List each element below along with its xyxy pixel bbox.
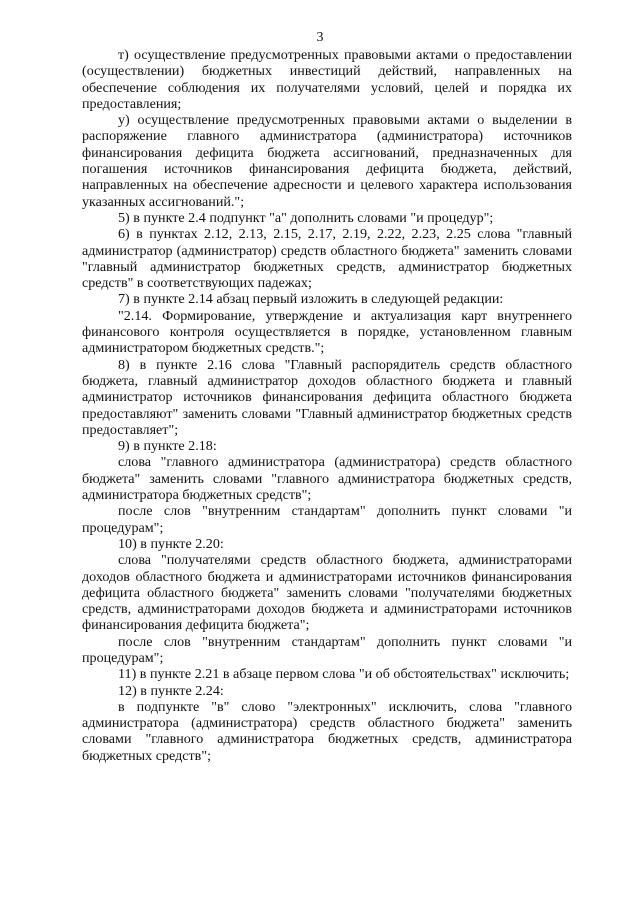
- paragraph-item-6: 6) в пунктах 2.12, 2.13, 2.15, 2.17, 2.19, 2.22, 2.23, 2.25 слова "главный администратор (администратор) средств областного бюджета" заменить словами "главный администратор бюджетных средств, администратор бюджетных средств" в соответствующих падежах;: [82, 226, 572, 292]
- paragraph-item-10: 10) в пункте 2.20:: [118, 535, 224, 552]
- paragraph-item-12: 12) в пункте 2.24:: [118, 682, 224, 699]
- paragraph-t: т) осуществление предусмотренных правовыми актами о предоставлении (осуществлении) бюджетных инвестиций действий, направленных на обеспечение соблюдения их получателями условий, целей и порядка их предоставления;: [82, 47, 572, 112]
- paragraph-item-8: 8) в пункте 2.16 слова "Главный распорядитель средств областного бюджета, главный администратор доходов областного бюджета и главный администратор источников финансирования дефицита областного бюджета предоставляют" заменить словами "Главный администратор бюджетных средств предоставляет";: [82, 356, 572, 438]
- page-number: 3: [316, 30, 324, 45]
- paragraph-item-9: 9) в пункте 2.18:: [118, 438, 217, 455]
- paragraph-item-5: 5) в пункте 2.4 подпункт "а" дополнить словами "и процедур";: [118, 209, 494, 226]
- paragraph-item-9-append: после слов "внутренним стандартам" дополнить пункт словами "и процедурам";: [82, 503, 572, 536]
- paragraph-item-9-words: слова "главного администратора (администратора) средств областного бюджета" заменить словами "главного администратора бюджетных средств, администратора бюджетных средств";: [82, 454, 572, 504]
- paragraph-item-10-append: после слов "внутренним стандартам" дополнить пункт словами "и процедурам";: [82, 633, 572, 666]
- document-body: [82, 47, 572, 764]
- paragraph-item-7: 7) в пункте 2.14 абзац первый изложить в следующей редакции:: [118, 291, 504, 308]
- paragraph-item-11: 11) в пункте 2.21 в абзаце первом слова "и об обстоятельствах" исключить;: [118, 666, 570, 683]
- paragraph-item-10-words: слова "получателями средств областного бюджета, администраторами доходов областного бюджета и администраторами источников финансирования дефицита областного бюджета" заменить словами "получателями бюджетных средств, администраторами доходов бюджета и администраторами источников финансирования дефицита бюджета";: [82, 552, 572, 634]
- paragraph-item-12-subitem-v: в подпункте "в" слово "электронных" исключить, слова "главного администратора (администратора) средств областного бюджета" заменить словами "главного администратора бюджетных средств, администратора бюджетных средств";: [82, 698, 572, 764]
- paragraph-u: у) осуществление предусмотренных правовыми актами о выделении в распоряжение главного администратора (администратора) источников финансирования дефицита бюджета ассигнований, предназначенных для погашения источников финансирования дефицита бюджета, действий, направленных на обеспечение адресности и целевого характера использования указанных ассигнований.";: [82, 112, 572, 210]
- paragraph-item-7-text: "2.14. Формирование, утверждение и актуализация карт внутреннего финансового контроля осуществляется в порядке, установленном главным администратором бюджетных средств.";: [82, 307, 572, 357]
